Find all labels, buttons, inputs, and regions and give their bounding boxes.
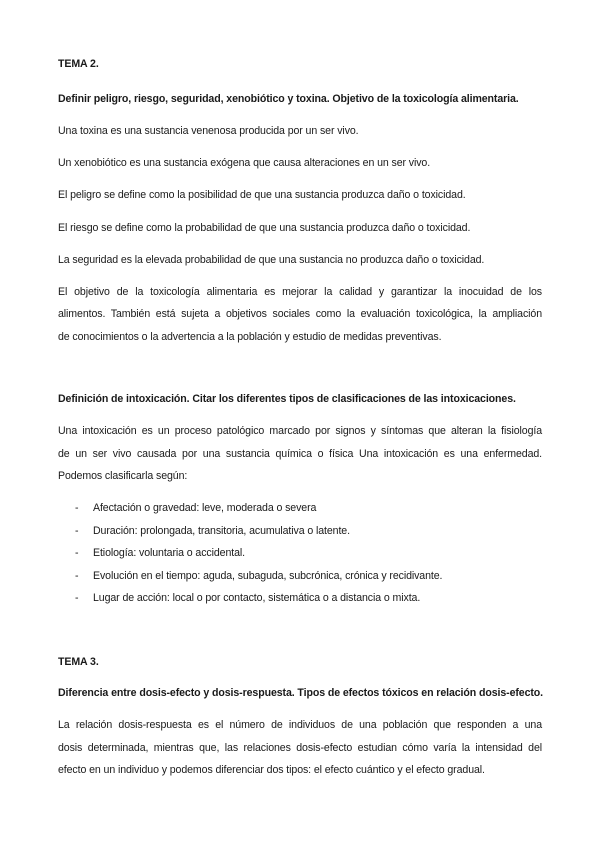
tema2-question-2: Definición de intoxicación. Citar los diferentes tipos de clasificaciones de las intoxicaciones.: [58, 393, 516, 405]
tema3-question-1: Diferencia entre dosis-efecto y dosis-respuesta. Tipos de efectos tóxicos en relación dosis-efecto.: [58, 687, 544, 699]
tema2-heading: TEMA 2.: [58, 58, 99, 70]
paragraph-relacion-line: La relación dosis-respuesta es el número de individuos de una población que responden a una: [58, 719, 542, 731]
paragraph-objetivo-line: de conocimientos o la advertencia a la población y estudio de medidas preventivas.: [58, 331, 442, 343]
paragraph-seguridad: La seguridad es la elevada probabilidad de que una sustancia no produzca daño o toxicidad.: [58, 254, 485, 266]
list-item: Lugar de acción: local o por contacto, sistemática o a distancia o mixta.: [93, 592, 421, 604]
paragraph-relacion-line: efecto en un individuo y podemos diferenciar dos tipos: el efecto cuántico y el efecto gradual.: [58, 764, 485, 776]
paragraph-toxina: Una toxina es una sustancia venenosa producida por un ser vivo.: [58, 125, 359, 137]
paragraph-objetivo-line: El objetivo de la toxicología alimentaria es mejorar la calidad y garantizar la inocuidad de los: [58, 286, 542, 298]
tema3-heading: TEMA 3.: [58, 656, 99, 668]
bullet-dash: -: [75, 592, 79, 604]
paragraph-xenobiotico: Un xenobiótico es una sustancia exógena que causa alteraciones en un ser vivo.: [58, 157, 431, 169]
list-item: Afectación o gravedad: leve, moderada o severa: [93, 502, 317, 514]
paragraph-objetivo-line: alimentos. También está sujeta a objetivos sociales como la evaluación toxicológica, la ampliación: [58, 308, 542, 320]
bullet-dash: -: [75, 502, 79, 514]
tema2-question-1: Definir peligro, riesgo, seguridad, xenobiótico y toxina. Objetivo de la toxicología alimentaria.: [58, 93, 519, 105]
paragraph-peligro: El peligro se define como la posibilidad de que una sustancia produzca daño o toxicidad.: [58, 189, 466, 201]
paragraph-riesgo: El riesgo se define como la probabilidad de que una sustancia produzca daño o toxicidad.: [58, 222, 471, 234]
paragraph-intoxicacion-line: de un ser vivo causada por una sustancia química o física Una intoxicación es una enfermedad.: [58, 448, 542, 460]
list-item: Etiología: voluntaria o accidental.: [93, 547, 245, 559]
paragraph-relacion-line: dosis determinada, mientras que, las relaciones dosis-efecto estudian cómo varía la intensidad del: [58, 742, 542, 754]
bullet-dash: -: [75, 547, 79, 559]
list-item: Duración: prolongada, transitoria, acumulativa o latente.: [93, 525, 350, 537]
paragraph-intoxicacion-line: Una intoxicación es un proceso patológico marcado por signos y síntomas que alteran la fisiología: [58, 425, 542, 437]
bullet-dash: -: [75, 570, 79, 582]
list-item: Evolución en el tiempo: aguda, subaguda, subcrónica, crónica y recidivante.: [93, 570, 443, 582]
paragraph-intoxicacion-line: Podemos clasificarla según:: [58, 470, 188, 482]
bullet-dash: -: [75, 525, 79, 537]
